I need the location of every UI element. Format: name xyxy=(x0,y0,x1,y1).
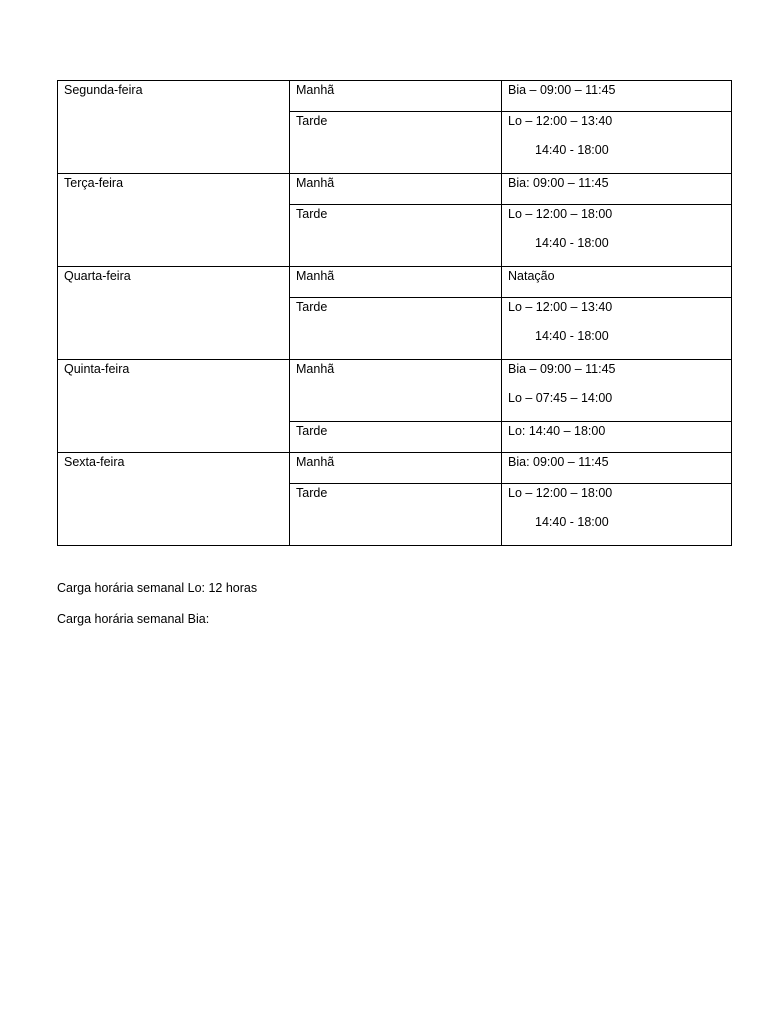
slot-cell: Lo: 14:40 – 18:00 xyxy=(502,422,732,453)
slot-cell: Lo – 12:00 – 13:40 14:40 - 18:00 xyxy=(502,298,732,360)
slot-cell: Natação xyxy=(502,267,732,298)
table-row xyxy=(58,267,732,298)
period-cell: Tarde xyxy=(290,422,502,453)
table-row xyxy=(58,453,732,484)
period-cell: Tarde xyxy=(290,484,502,546)
slot-cell: Bia – 09:00 – 11:45 xyxy=(502,81,732,112)
day-cell: Terça-feira xyxy=(58,174,290,267)
slot-cell: Lo – 12:00 – 13:40 14:40 - 18:00 xyxy=(502,112,732,174)
table-row xyxy=(58,174,732,205)
period-cell: Tarde xyxy=(290,298,502,360)
slot-cell: Lo – 12:00 – 18:00 14:40 - 18:00 xyxy=(502,205,732,267)
period-cell: Manhã xyxy=(290,174,502,205)
weekly-hours-lo: Carga horária semanal Lo: 12 horas xyxy=(57,581,258,595)
day-cell: Quinta-feira xyxy=(58,360,290,453)
slot-cell: Bia: 09:00 – 11:45 xyxy=(502,174,732,205)
day-cell: Sexta-feira xyxy=(58,453,290,546)
table-row xyxy=(58,360,732,422)
schedule-table xyxy=(57,80,732,546)
period-cell: Tarde xyxy=(290,112,502,174)
day-cell: Segunda-feira xyxy=(58,81,290,174)
period-cell: Tarde xyxy=(290,205,502,267)
table-row xyxy=(58,81,732,112)
weekly-hours-bia: Carga horária semanal Bia: xyxy=(57,612,210,626)
day-cell: Quarta-feira xyxy=(58,267,290,360)
slot-cell: Bia: 09:00 – 11:45 xyxy=(502,453,732,484)
period-cell: Manhã xyxy=(290,360,502,422)
period-cell: Manhã xyxy=(290,81,502,112)
slot-cell: Bia – 09:00 – 11:45 Lo – 07:45 – 14:00 xyxy=(502,360,732,422)
slot-cell: Lo – 12:00 – 18:00 14:40 - 18:00 xyxy=(502,484,732,546)
period-cell: Manhã xyxy=(290,453,502,484)
period-cell: Manhã xyxy=(290,267,502,298)
